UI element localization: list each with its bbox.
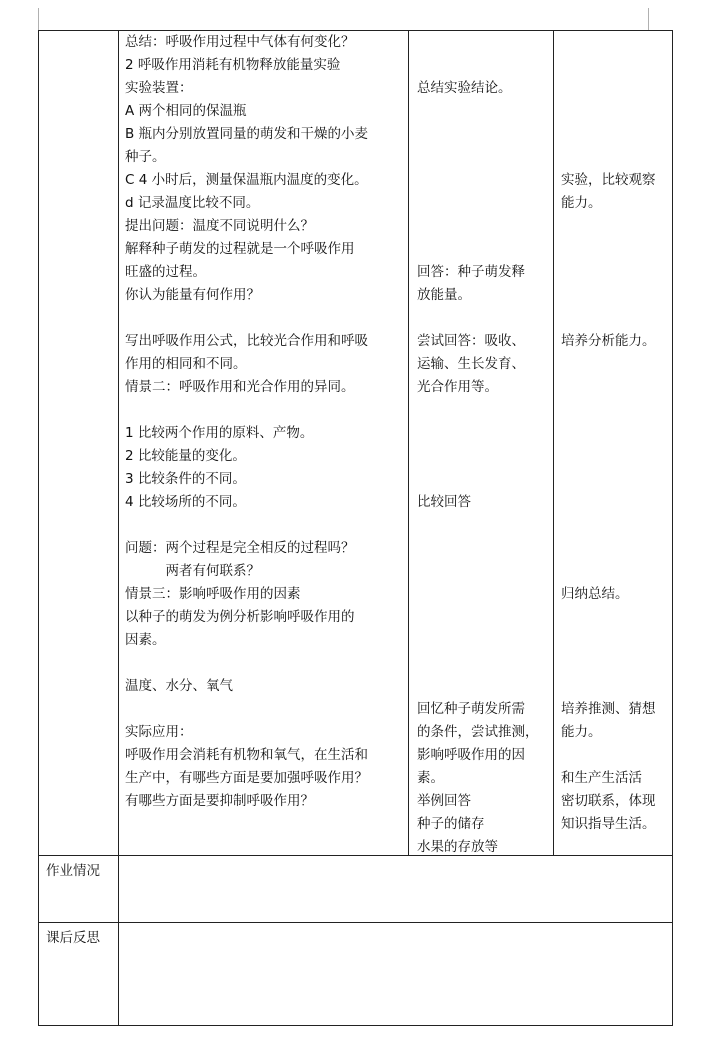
intent-line (561, 629, 671, 652)
student-line (417, 307, 551, 330)
intent-line (561, 445, 671, 468)
teaching-line: 提出问题：温度不同说明什么？ (125, 218, 314, 234)
student-line (417, 123, 551, 146)
intent-line (561, 468, 671, 491)
student-line (417, 514, 551, 537)
student-line (417, 215, 551, 238)
student-line (417, 468, 551, 491)
student-line (417, 146, 551, 169)
intent-line (561, 100, 671, 123)
teaching-line: 实际应用： (125, 724, 193, 740)
teaching-line: d 记录温度比较不同。 (125, 195, 260, 211)
intent-line (561, 675, 671, 698)
intent-line: 培养推测、猜想 (561, 701, 656, 717)
teaching-line: 你认为能量有何作用？ (125, 287, 260, 303)
teaching-line: 情景二：呼吸作用和光合作用的异同。 (125, 379, 355, 395)
student-line: 水果的存放等 (417, 839, 498, 855)
intent-line: 归纳总结。 (561, 586, 629, 602)
student-line: 种子的储存 (417, 816, 485, 832)
intent-line (561, 77, 671, 100)
homework-content-cell[interactable] (119, 856, 672, 922)
column-divider-2 (408, 30, 409, 855)
student-line: 回答：种子萌发释 (417, 264, 525, 280)
teaching-line: 呼吸作用会消耗有机物和氧气，在生活和 (125, 747, 368, 763)
teaching-line: 3 比较条件的不同。 (125, 471, 246, 487)
intent-line: 和生产生活活 (561, 770, 642, 786)
teaching-line: 情景三：影响呼吸作用的因素 (125, 586, 301, 602)
teaching-line (125, 399, 405, 422)
reflection-content-cell[interactable] (119, 923, 672, 1025)
teaching-line (125, 514, 405, 537)
student-line (417, 399, 551, 422)
intent-line: 培养分析能力。 (561, 333, 656, 349)
student-line (417, 537, 551, 560)
teaching-line: 有哪些方面是要抑制呼吸作用？ (125, 793, 314, 809)
homework-label: 作业情况 (46, 863, 100, 879)
intent-line: 能力。 (561, 195, 602, 211)
teaching-line: C 4 小时后，测量保温瓶内温度的变化。 (125, 172, 368, 188)
intent-line: 实验，比较观察 (561, 172, 656, 188)
student-line: 影响呼吸作用的因 (417, 747, 525, 763)
teaching-line: 2 比较能量的变化。 (125, 448, 246, 464)
teaching-line: 写出呼吸作用公式，比较光合作用和呼吸 (125, 333, 368, 349)
intent-line (561, 238, 671, 261)
teaching-process-cell (125, 31, 405, 813)
teaching-line: 以种子的萌发为例分析影响呼吸作用的 (125, 609, 355, 625)
reflection-label: 课后反思 (46, 930, 100, 946)
intent-line: 能力。 (561, 724, 602, 740)
student-line: 放能量。 (417, 287, 471, 303)
teaching-line: 总结：呼吸作用过程中气体有何变化？ (125, 34, 355, 50)
teaching-line (125, 307, 405, 330)
teaching-line: B 瓶内分别放置同量的萌发和干燥的小麦 (125, 126, 369, 142)
student-line (417, 652, 551, 675)
student-line: 的条件，尝试推测， (417, 724, 539, 740)
teaching-line: 4 比较场所的不同。 (125, 494, 246, 510)
student-line (417, 675, 551, 698)
student-activity-cell (417, 54, 551, 859)
intent-line (561, 537, 671, 560)
intent-line (561, 215, 671, 238)
teaching-line: 两者有何联系？ (125, 563, 260, 579)
intent-line (561, 284, 671, 307)
intent-line (561, 376, 671, 399)
column-divider-3 (553, 30, 554, 855)
intent-line (561, 560, 671, 583)
student-line: 运输、生长发育、 (417, 356, 525, 372)
student-line (417, 192, 551, 215)
teaching-line: 种子。 (125, 149, 166, 165)
student-line: 尝试回答：吸收、 (417, 333, 525, 349)
table-border-right (672, 30, 673, 1026)
intent-line (561, 491, 671, 514)
teaching-line: 作用的相同和不同。 (125, 356, 247, 372)
student-line (417, 560, 551, 583)
teaching-line: 2 呼吸作用消耗有机物释放能量实验 (125, 57, 341, 73)
intent-line (561, 353, 671, 376)
student-line: 光合作用等。 (417, 379, 498, 395)
intent-line (561, 422, 671, 445)
intent-line (561, 261, 671, 284)
student-line (417, 238, 551, 261)
intent-line (561, 54, 671, 77)
student-line: 总结实验结论。 (417, 80, 512, 96)
intent-line (561, 606, 671, 629)
teaching-line: 解释种子萌发的过程就是一个呼吸作用 (125, 241, 355, 257)
intent-line (561, 146, 671, 169)
intent-line: 密切联系，体现 (561, 793, 656, 809)
teaching-line: 问题：两个过程是完全相反的过程吗？ (125, 540, 355, 556)
intent-line (561, 652, 671, 675)
intent-line: 知识指导生活。 (561, 816, 656, 832)
intent-line (561, 123, 671, 146)
student-line (417, 629, 551, 652)
student-line (417, 169, 551, 192)
student-line (417, 606, 551, 629)
table-border-left (38, 30, 39, 1026)
intent-line (561, 8, 671, 31)
teaching-line: 因素。 (125, 632, 166, 648)
intent-line (561, 514, 671, 537)
student-line (417, 583, 551, 606)
teaching-line (125, 698, 405, 721)
teaching-line (125, 652, 405, 675)
teaching-line: 实验装置： (125, 80, 193, 96)
table-border-bottom (38, 1025, 672, 1026)
teaching-line: 温度、水分、氧气 (125, 678, 233, 694)
student-line (417, 445, 551, 468)
student-line: 素。 (417, 770, 444, 786)
intent-line (561, 744, 671, 767)
student-line: 举例回答 (417, 793, 471, 809)
page-corner-mark-left (38, 8, 39, 30)
teaching-line: A 两个相同的保温瓶 (125, 103, 247, 119)
teaching-line: 旺盛的过程。 (125, 264, 206, 280)
student-line: 回忆种子萌发所需 (417, 701, 525, 717)
intent-line (561, 31, 671, 54)
intent-line (561, 399, 671, 422)
student-line: 比较回答 (417, 494, 471, 510)
student-line (417, 54, 551, 77)
student-line (417, 100, 551, 123)
teaching-line: 生产中，有哪些方面是要加强呼吸作用？ (125, 770, 368, 786)
intent-line (561, 307, 671, 330)
design-intent-cell (561, 8, 671, 836)
teaching-line: 1 比较两个作用的原料、产物。 (125, 425, 314, 441)
student-line (417, 422, 551, 445)
